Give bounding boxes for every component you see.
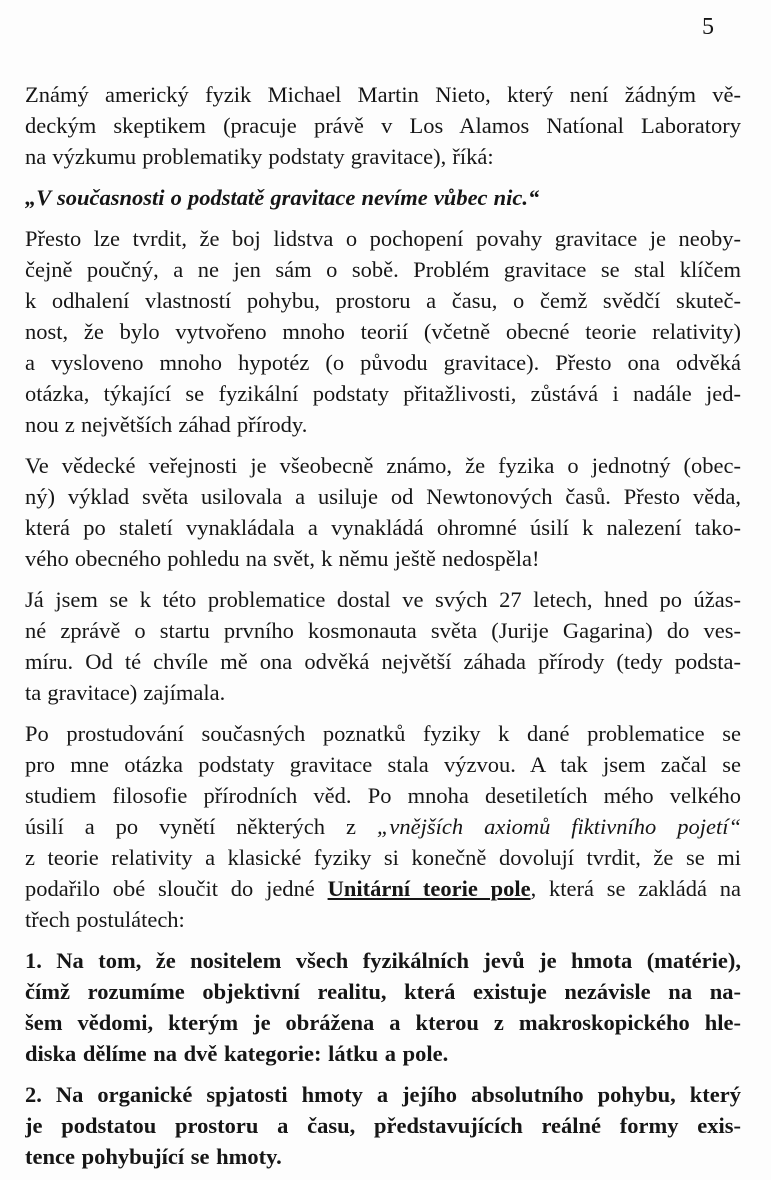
text-run: z teorie relativity a klasické fyziky si konečně dovolují tvrdit, že se mi: [25, 845, 741, 870]
text-line: [25, 223, 741, 254]
paragraph-postulat-2: [25, 1079, 741, 1172]
text-run: studiem filosofie přírodních věd. Po mnoha desetiletích mého velkého: [25, 783, 741, 808]
text-line: [25, 615, 741, 646]
text-line: [25, 285, 741, 316]
text-line: [25, 1141, 741, 1172]
text-run: na výzkumu problematiky podstaty gravitace), říká:: [25, 144, 494, 169]
text-run: Ve vědecké veřejnosti je všeobecně známo, že fyzika o jednotný (obec-: [25, 453, 741, 478]
text-run: Známý americký fyzik Michael Martin Nieto, který není žádným vě-: [25, 82, 741, 107]
text-run: podařilo obé sloučit do jedné: [25, 876, 328, 901]
text-run: ný) výklad světa usilovala a usiluje od Newtonových časů. Přesto věda,: [25, 484, 741, 509]
text-run: k odhalení vlastností pohybu, prostoru a času, o čemž svědčí skuteč-: [25, 288, 741, 313]
text-run: šem vědomi, kterým je obrážena a kterou z makroskopického hle-: [25, 1010, 741, 1035]
text-run: , která se zakládá na: [530, 876, 741, 901]
paragraph-quote: [25, 182, 741, 213]
text-run: pro mne otázka podstaty gravitace stala výzvou. A tak jsem začal se: [25, 752, 741, 777]
text-run: né zprávě o startu prvního kosmonauta světa (Jurije Gagarina) do ves-: [25, 618, 741, 643]
paragraph-ja-jsem: [25, 584, 741, 708]
text-run: a vysloveno mnoho hypotéz (o původu gravitace). Přesto ona odvěká: [25, 350, 741, 375]
text-run: Přesto lze tvrdit, že boj lidstva o pochopení povahy gravitace je neoby-: [25, 226, 741, 251]
paragraph-ve-vedecke: [25, 450, 741, 574]
text-run: míru. Od té chvíle mě ona odvěká největší záhada přírody (tedy podsta-: [25, 649, 741, 674]
text-run: nou z největších záhad přírody.: [25, 412, 308, 437]
text-line: [25, 1110, 741, 1141]
text-line: [25, 347, 741, 378]
text-run-bold-underline: Unitární teorie pole: [327, 876, 531, 901]
page-content: [25, 79, 741, 1180]
text-line: [25, 811, 741, 842]
text-run: třech postulátech:: [25, 907, 185, 932]
text-line: [25, 182, 741, 213]
text-line: [25, 450, 741, 481]
text-line: [25, 749, 741, 780]
text-line: [25, 584, 741, 615]
text-line: [25, 1038, 741, 1069]
text-run: diska dělíme na dvě kategorie: látku a pole.: [25, 1041, 449, 1066]
text-line: [25, 141, 741, 172]
text-run: otázka, týkající se fyzikální podstaty přitažlivosti, zůstává i nadále jed-: [25, 381, 741, 406]
text-line: [25, 79, 741, 110]
text-line: [25, 842, 741, 873]
text-line: [25, 316, 741, 347]
text-line: [25, 1007, 741, 1038]
text-run: Po prostudování současných poznatků fyziky k dané problematice se: [25, 721, 741, 746]
text-line: [25, 512, 741, 543]
text-run: „V současnosti o podstatě gravitace nevíme vůbec nic.“: [25, 185, 540, 210]
text-line: [25, 718, 741, 749]
text-run: tence pohybující se hmoty.: [25, 1144, 282, 1169]
text-run: Já jsem se k této problematice dostal ve svých 27 letech, hned po úžas-: [25, 587, 741, 612]
text-run: ta gravitace) zajímala.: [25, 680, 226, 705]
text-line: [25, 904, 741, 935]
text-line: [25, 945, 741, 976]
text-line: [25, 873, 741, 904]
text-run: která po staletí vynakládala a vynakládá ohromné úsilí k nalezení tako-: [25, 515, 741, 540]
text-line: [25, 780, 741, 811]
text-line: [25, 677, 741, 708]
text-line: [25, 646, 741, 677]
paragraph-presto: [25, 223, 741, 440]
paragraph-intro: [25, 79, 741, 172]
text-line: [25, 976, 741, 1007]
text-line: [25, 481, 741, 512]
text-run: čímž rozumíme objektivní realitu, která existuje nezávisle na na-: [25, 979, 741, 1004]
text-line: [25, 409, 741, 440]
text-line: [25, 1079, 741, 1110]
text-run: nost, že bylo vytvořeno mnoho teorií (včetně obecné teorie relativity): [25, 319, 741, 344]
text-run: úsilí a po vynětí některých z: [25, 814, 377, 839]
page-number: 5: [702, 14, 714, 40]
text-run: deckým skeptikem (pracuje právě v Los Alamos Natíonal Laboratory: [25, 113, 741, 138]
text-run: je podstatou prostoru a času, představujících reálné formy exis-: [25, 1113, 741, 1138]
text-run-italic: „vnějších axiomů fiktivního pojetí“: [376, 814, 741, 839]
paragraph-po-prostudovani: [25, 718, 741, 935]
text-run: čejně poučný, a ne jen sám o sobě. Problém gravitace se stal klíčem: [25, 257, 741, 282]
paragraph-postulat-1: [25, 945, 741, 1069]
text-line: [25, 110, 741, 141]
text-line: [25, 254, 741, 285]
text-run: 1. Na tom, že nositelem všech fyzikálních jevů je hmota (matérie),: [25, 948, 741, 973]
text-run: vého obecného pohledu na svět, k němu ještě nedospěla!: [25, 546, 540, 571]
text-line: [25, 378, 741, 409]
text-line: [25, 543, 741, 574]
text-run: 2. Na organické spjatosti hmoty a jejího absolutního pohybu, který: [25, 1082, 741, 1107]
